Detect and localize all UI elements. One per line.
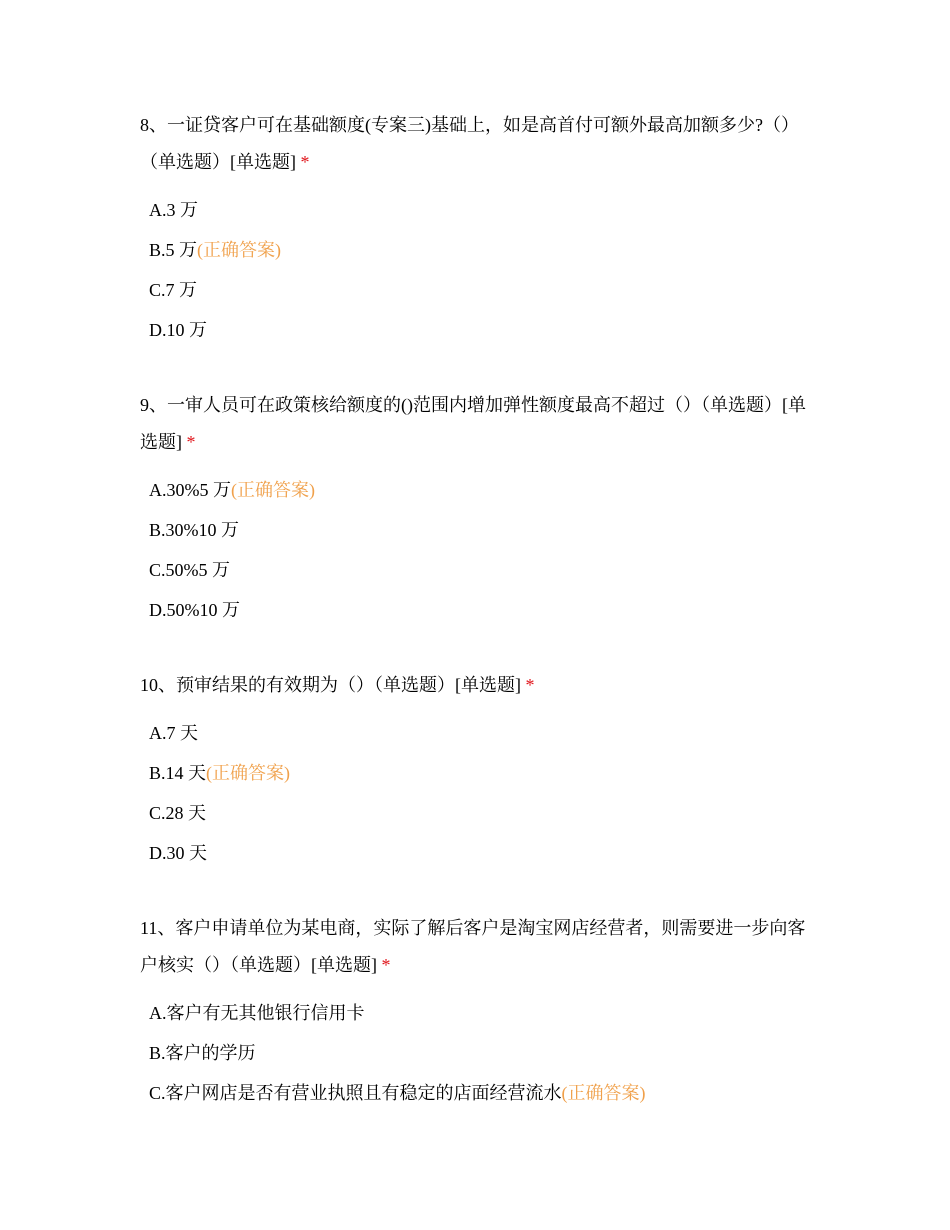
option-label: C.客户网店是否有营业执照且有稳定的店面经营流水 <box>149 1083 562 1103</box>
question-label: 9、一审人员可在政策核给额度的()范围内增加弹性额度最高不超过（）（单选题）[单选题] <box>140 395 806 452</box>
option-label: D.50%10 万 <box>149 600 240 620</box>
option-list <box>149 993 820 1113</box>
option-list <box>149 190 820 350</box>
question-label: 10、预审结果的有效期为（）（单选题）[单选题] <box>140 675 521 695</box>
option-d[interactable] <box>149 590 820 630</box>
option-label: A.7 天 <box>149 723 198 743</box>
option-label: C.7 万 <box>149 280 198 300</box>
option-a[interactable] <box>149 993 820 1033</box>
question-text <box>140 107 820 181</box>
question-text <box>140 387 820 461</box>
question-label: 11、客户申请单位为某电商，实际了解后客户是淘宝网店经营者，则需要进一步向客户核实（）（单选题）[单选题] <box>140 918 806 975</box>
option-b[interactable] <box>149 230 820 270</box>
required-mark: * <box>300 152 310 172</box>
correct-answer-tag: (正确答案) <box>206 763 291 783</box>
option-c[interactable] <box>149 550 820 590</box>
option-label: B.30%10 万 <box>149 520 239 540</box>
question-8 <box>140 107 820 350</box>
option-label: A.客户有无其他银行信用卡 <box>149 1003 365 1023</box>
correct-answer-tag: (正确答案) <box>561 1083 646 1103</box>
correct-answer-tag: (正确答案) <box>231 480 315 500</box>
option-a[interactable] <box>149 713 820 753</box>
option-b[interactable] <box>149 1033 820 1073</box>
question-text <box>140 910 820 984</box>
question-text <box>140 667 820 704</box>
required-mark: * <box>381 955 391 975</box>
option-label: C.50%5 万 <box>149 560 230 580</box>
option-b[interactable] <box>149 510 820 550</box>
option-a[interactable] <box>149 190 820 230</box>
option-label: B.客户的学历 <box>149 1043 256 1063</box>
option-c[interactable] <box>149 1073 820 1113</box>
option-label: B.5 万 <box>149 240 198 260</box>
option-c[interactable] <box>149 270 820 310</box>
question-9 <box>140 387 820 630</box>
option-label: D.10 万 <box>149 320 207 340</box>
option-list <box>149 470 820 630</box>
option-label: B.14 天 <box>149 763 207 783</box>
option-label: D.30 天 <box>149 843 207 863</box>
question-10 <box>140 667 820 873</box>
option-a[interactable] <box>149 470 820 510</box>
option-b[interactable] <box>149 753 820 793</box>
question-11 <box>140 910 820 1113</box>
option-d[interactable] <box>149 833 820 873</box>
option-list <box>149 713 820 873</box>
option-d[interactable] <box>149 310 820 350</box>
required-mark: * <box>186 432 196 452</box>
option-label: A.30%5 万 <box>149 480 231 500</box>
option-c[interactable] <box>149 793 820 833</box>
correct-answer-tag: (正确答案) <box>197 240 282 260</box>
option-label: C.28 天 <box>149 803 207 823</box>
question-label: 8、一证贷客户可在基础额度(专案三)基础上，如是高首付可额外最高加额多少?（）（单选题）[单选题] <box>140 115 799 172</box>
required-mark: * <box>525 675 535 695</box>
option-label: A.3 万 <box>149 200 198 220</box>
